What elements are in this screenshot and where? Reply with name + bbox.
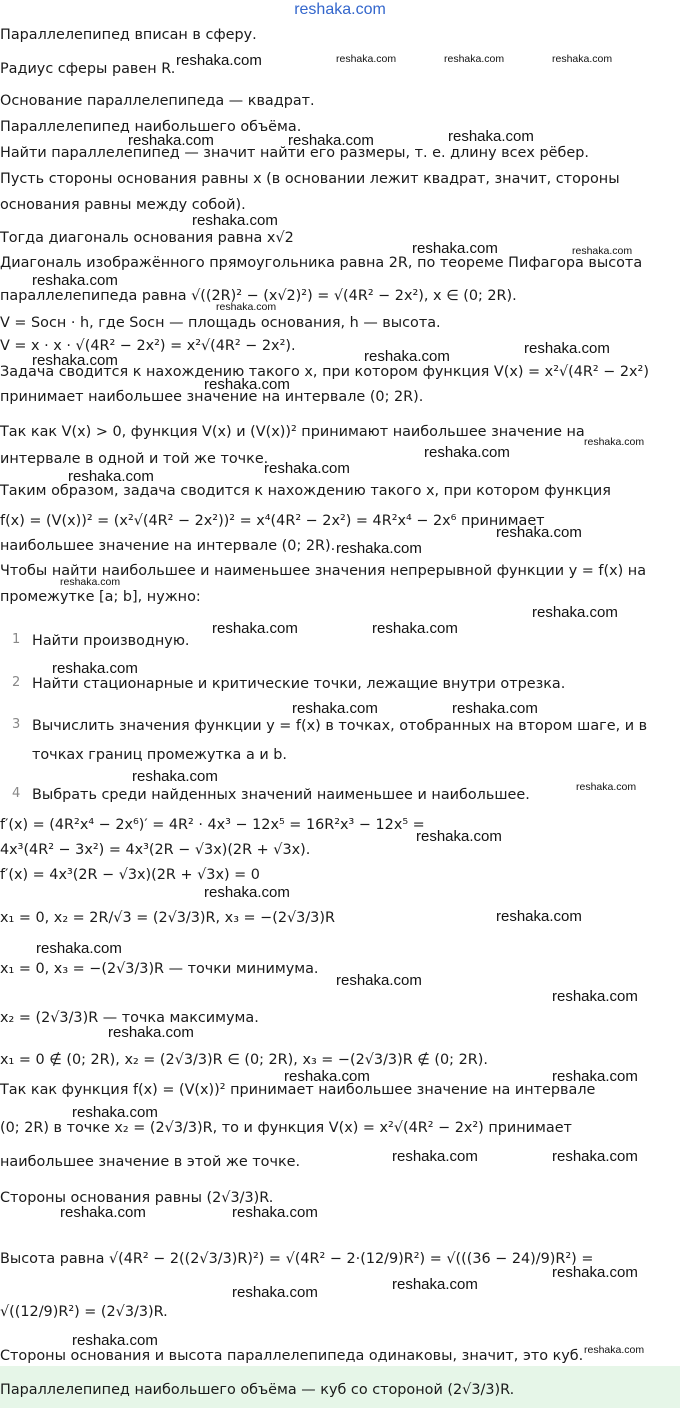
watermark: reshaka.com [72,1332,158,1349]
text-line: Радиус сферы равен R. [0,61,176,77]
text-line: Основание параллелепипеда — квадрат. [0,93,315,109]
watermark: reshaka.com [336,540,422,557]
text-line: интервале в одной и той же точке. [0,451,269,467]
watermark: reshaka.com [416,828,502,845]
watermark: reshaka.com [176,52,262,69]
text-line: (0; 2R) в точке x₂ = (2√3/3)R, то и функция V(x) = x²√(4R² − 2x²) принимает [0,1120,572,1136]
list-item: Выбрать среди найденных значений наименьшее и наибольшее. [32,787,530,803]
text-line: Найти параллелепипед — значит найти его размеры, т. е. длину всех рёбер. [0,145,589,161]
watermark: reshaka.com [32,272,118,289]
formula-line: V = Sосн · h, где Sосн — площадь основания, h — высота. [0,315,441,331]
text-line: принимает наибольшее значение на интервале (0; 2R). [0,389,424,405]
watermark: reshaka.com [72,1104,158,1121]
watermark: reshaka.com [584,436,645,448]
formula-line: f(x) = (V(x))² = (x²√(4R² − 2x²))² = x⁴(4R² − 2x²) = 4R²x⁴ − 2x⁶ принимает [0,513,545,529]
list-item: Вычислить значения функции y = f(x) в точках, отобранных на втором шаге, и в [32,718,648,734]
text-line: Чтобы найти наибольшее и наименьшее значения непрерывной функции y = f(x) на [0,563,647,579]
watermark: reshaka.com [216,301,277,313]
watermark: reshaka.com [232,1284,318,1301]
watermark: reshaka.com [32,352,118,369]
watermark: reshaka.com [288,132,374,149]
watermark: reshaka.com [292,700,378,717]
watermark: reshaka.com [336,53,397,65]
watermark: reshaka.com [552,1264,638,1281]
watermark: reshaka.com [412,240,498,257]
watermark: reshaka.com [60,576,121,588]
formula-line: V = x · x · √(4R² − 2x²) = x²√(4R² − 2x²). [0,338,296,354]
watermark: reshaka.com [212,620,298,637]
text-line: Стороны основания равны (2√3/3)R. [0,1190,274,1206]
watermark: reshaka.com [364,348,450,365]
step-number: 1 [12,632,21,647]
watermark: reshaka.com [108,1024,194,1041]
watermark: reshaka.com [284,1068,370,1085]
answer-line: Параллелепипед наибольшего объёма — куб со стороной (2√3/3)R. [0,1382,515,1398]
list-item: Найти стационарные и критические точки, лежащие внутри отрезка. [32,676,566,692]
watermark: reshaka.com [204,376,290,393]
watermark: reshaka.com [36,940,122,957]
watermark: reshaka.com [392,1276,478,1293]
text-line: Пусть стороны основания равны x (в основании лежит квадрат, значит, стороны [0,171,620,187]
text-line: наибольшее значение на интервале (0; 2R). [0,538,336,554]
watermark: reshaka.com [232,1204,318,1221]
watermark: reshaka.com [444,53,505,65]
text-line: Параллелепипед вписан в сферу. [0,27,257,43]
watermark: reshaka.com [552,1068,638,1085]
formula-line: 4x³(4R² − 3x²) = 4x³(2R − √3x)(2R + √3x). [0,842,311,858]
formula-line: x₁ = 0, x₂ = 2R/√3 = (2√3/3)R, x₃ = −(2√3/3)R [0,910,335,926]
formula-line: x₁ = 0 ∉ (0; 2R), x₂ = (2√3/3)R ∈ (0; 2R), x₃ = −(2√3/3)R ∉ (0; 2R). [0,1052,488,1068]
watermark: reshaka.com [372,620,458,637]
text-line: Тогда диагональ основания равна x√2 [0,230,294,246]
watermark: reshaka.com [496,908,582,925]
watermark: reshaka.com [452,700,538,717]
step-number: 4 [12,786,21,801]
watermark: reshaka.com [132,768,218,785]
site-link[interactable]: reshaka.com [294,1,386,18]
text-line: Так как функция f(x) = (V(x))² принимает наибольшее значение на интервале [0,1082,596,1098]
watermark: reshaka.com [128,132,214,149]
watermark: reshaka.com [552,1148,638,1165]
watermark: reshaka.com [336,972,422,989]
watermark: reshaka.com [532,604,618,621]
watermark: reshaka.com [264,460,350,477]
watermark: reshaka.com [424,444,510,461]
watermark: reshaka.com [576,781,637,793]
text-line: Параллелепипед наибольшего объёма. [0,119,302,135]
text-line: промежутке [a; b], нужно: [0,589,201,605]
formula-line: x₂ = (2√3/3)R — точка максимума. [0,1010,259,1026]
formula-line: Высота равна √(4R² − 2((2√3/3)R)²) = √(4R² − 2·(12/9)R²) = √(((36 − 24)/9)R²) = [0,1251,594,1267]
list-item: точках границ промежутка a и b. [32,747,287,763]
formula-line: x₁ = 0, x₃ = −(2√3/3)R — точки минимума. [0,961,319,977]
text-line: Таким образом, задача сводится к нахождению такого x, при котором функция [0,483,611,499]
step-number: 3 [12,717,21,732]
watermark: reshaka.com [204,884,290,901]
watermark: reshaka.com [572,245,633,257]
watermark: reshaka.com [448,128,534,145]
text-line: Диагональ изображённого прямоугольника равна 2R, по теореме Пифагора высота [0,255,643,271]
formula-line: параллелепипеда равна √((2R)² − (x√2)²) = √(4R² − 2x²), x ∈ (0; 2R). [0,288,517,304]
formula-line: f′(x) = (4R²x⁴ − 2x⁶)′ = 4R² · 4x³ − 12x⁵ = 16R²x³ − 12x⁵ = [0,817,425,833]
watermark: reshaka.com [68,468,154,485]
watermark: reshaka.com [392,1148,478,1165]
text-line: Так как V(x) > 0, функция V(x) и (V(x))² принимают наибольшее значение на [0,424,585,440]
step-number: 2 [12,675,21,690]
formula-line: √((12/9)R²) = (2√3/3)R. [0,1304,168,1320]
text-line: Стороны основания и высота параллелепипеда одинаковы, значит, это куб. [0,1348,584,1364]
formula-line: f′(x) = 4x³(2R − √3x)(2R + √3x) = 0 [0,867,260,883]
watermark: reshaka.com [52,660,138,677]
text-line: основания равны между собой). [0,197,246,213]
watermark: reshaka.com [552,53,613,65]
watermark: reshaka.com [584,1344,645,1356]
watermark: reshaka.com [496,524,582,541]
watermark: reshaka.com [60,1204,146,1221]
text-line: Задача сводится к нахождению такого x, при котором функция V(x) = x²√(4R² − 2x²) [0,364,649,380]
watermark: reshaka.com [192,212,278,229]
list-item: Найти производную. [32,633,190,649]
watermark: reshaka.com [524,340,610,357]
text-line: наибольшее значение в этой же точке. [0,1154,301,1170]
watermark: reshaka.com [552,988,638,1005]
